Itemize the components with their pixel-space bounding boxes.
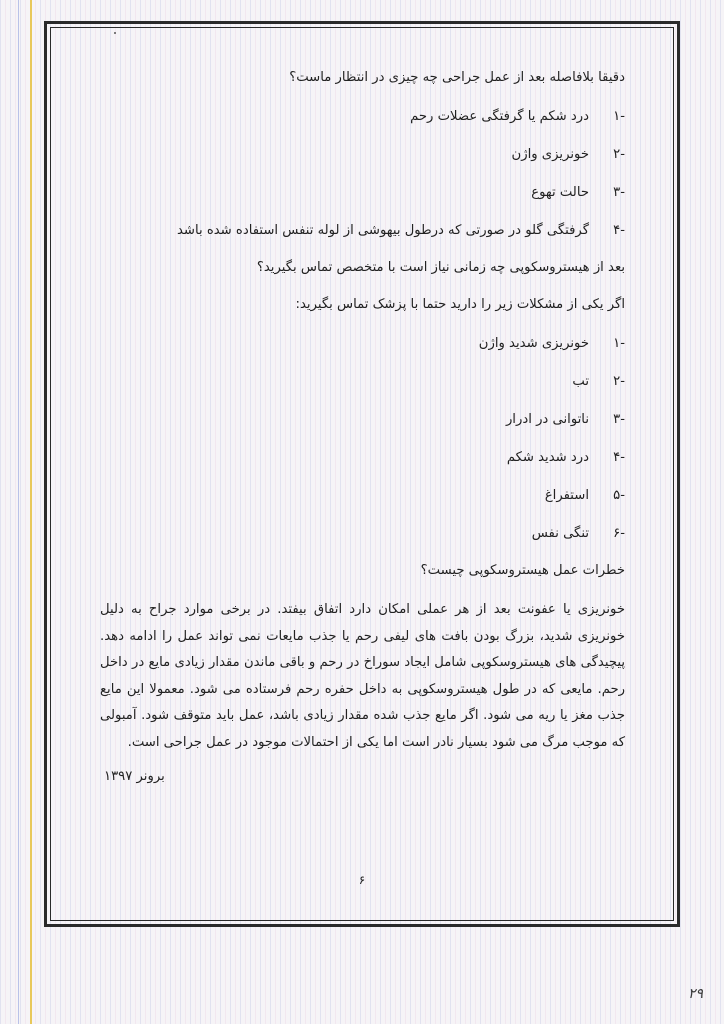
signature-credit: برونر ۱۳۹۷ xyxy=(104,769,165,784)
list-item xyxy=(100,334,625,353)
list-item-text: ناتوانی در ادرار xyxy=(505,412,589,427)
list-item-number: -۳ xyxy=(613,185,625,200)
list-item-text: درد شکم یا گرفتگی عضلات رحم xyxy=(410,109,589,124)
corner-page-number: ۲۹ xyxy=(688,986,704,1002)
list-item-number: -۴ xyxy=(613,450,625,465)
list-item-number: -۲ xyxy=(613,374,625,389)
list-item-text: تب xyxy=(572,374,589,389)
list-item-number: -۵ xyxy=(613,488,625,503)
list-item-text: استفراغ xyxy=(544,488,589,503)
risks-paragraph: خونریزی یا عفونت بعد از هر عملی امکان دارد اتفاق بیفتد. در برخی موارد جراح به دلیل خونریزی شدید، بزرگ بودن بافت های لیفی رحم یا جذب مایعات نمی تواند عمل را ادامه دهد. پیچیدگی های هیستروسکوپی شامل ایجاد سوراخ در رحم و باقی ماندن مقدار زیادی مایع در داخل رحم. مایعی که در طول هیستروسکوپی به داخل حفره رحم فرستاده می شود. معمولا این مایع جذب مغز یا ریه می شود. اگر مایع جذب شده مقدار زیادی باشد، عمل باید متوقف شود. آمبولی که موجب مرگ می شود بسیار نادر است اما یکی از احتمالات موجود در عمل جراحی است. xyxy=(100,602,625,750)
list-item xyxy=(100,107,625,126)
list-item xyxy=(100,410,625,429)
list-item xyxy=(100,145,625,164)
list-item-number: -۴ xyxy=(613,223,625,238)
list-item-number: -۳ xyxy=(613,412,625,427)
binder-line-blue xyxy=(18,0,19,1024)
page-number: ۶ xyxy=(358,873,366,887)
list-item-text: حالت تهوع xyxy=(531,185,589,200)
list-item xyxy=(100,221,625,240)
list-item xyxy=(100,372,625,391)
list-item-text: خونریزی شدید واژن xyxy=(478,336,589,351)
page-content xyxy=(100,62,625,786)
heading-risks: خطرات عمل هیستروسکوپی چیست؟ xyxy=(420,563,625,578)
list-item-number: -۱ xyxy=(613,109,625,124)
contact-intro: اگر یکی از مشکلات زیر را دارید حتما با پزشک تماس بگیرید: xyxy=(295,297,625,312)
list-item-number: -۱ xyxy=(613,336,625,351)
list-item-number: -۲ xyxy=(613,147,625,162)
list-item-text: درد شدید شکم xyxy=(506,450,589,465)
list-item xyxy=(100,183,625,202)
heading-contact: بعد از هیستروسکوپی چه زمانی نیاز است با متخصص تماس بگیرید؟ xyxy=(256,260,625,275)
list-item-text: تنگی نفس xyxy=(531,526,589,541)
heading-after-surgery: دقیقا بلافاصله بعد از عمل جراحی چه چیزی در انتظار ماست؟ xyxy=(289,70,625,85)
list-item-text: گرفتگی گلو در صورتی که درطول بیهوشی از لوله تنفس استفاده شده باشد xyxy=(176,223,589,238)
list-item xyxy=(100,524,625,543)
list-item xyxy=(100,448,625,467)
binder-line-yellow xyxy=(30,0,32,1024)
list-item xyxy=(100,486,625,505)
list-item-text: خونریزی واژن xyxy=(511,147,589,162)
list-item-number: -۶ xyxy=(613,526,625,541)
